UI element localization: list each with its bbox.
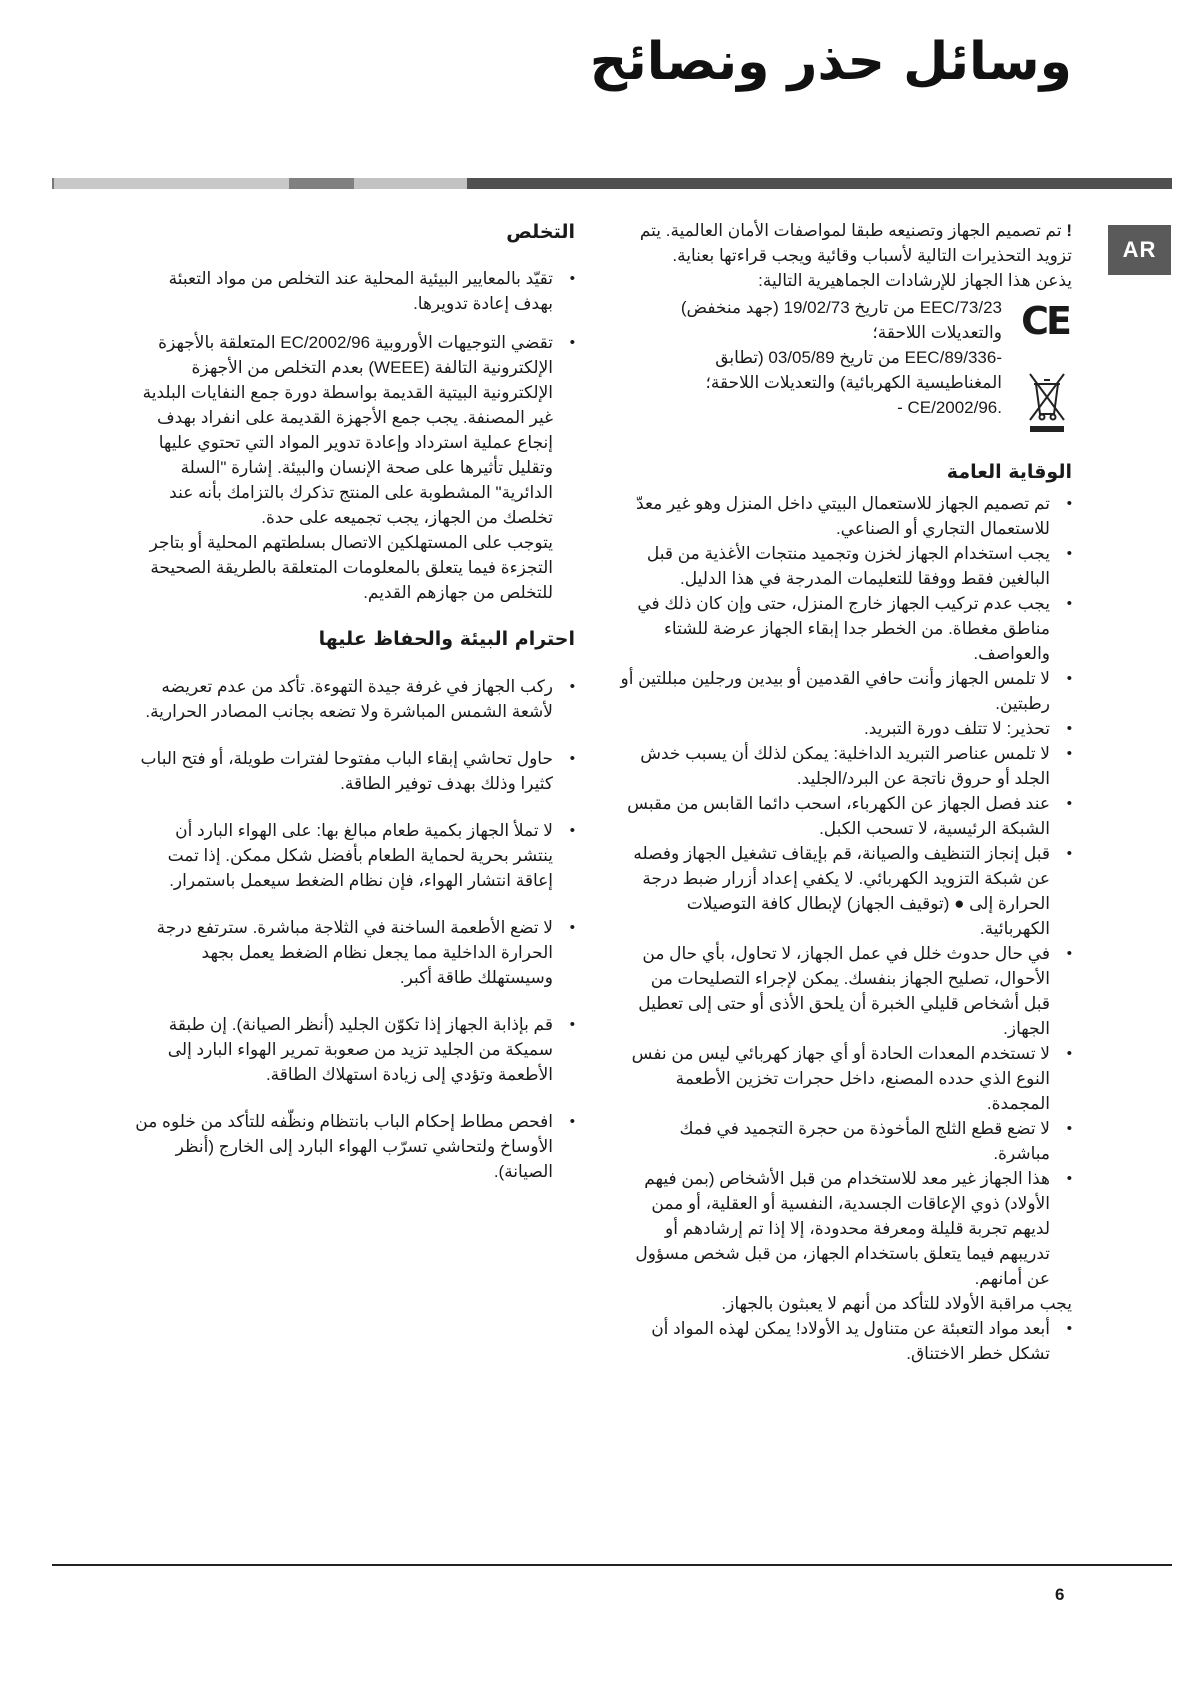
list-item: • لا تلمس الجهاز وأنت حافي القدمين أو بيدين ورجلين مبللتين أو رطبتين. [620, 666, 1072, 716]
list-item: • يجب استخدام الجهاز لخزن وتجميد منتجات الأغذية من قبل البالغين فقط ووفقا للتعليمات المدرجة في هذا الدليل. [620, 541, 1072, 591]
list-item: • في حال حدوث خلل في عمل الجهاز، لا تحاول، بأي حال من الأحوال، تصليح الجهاز بنفسك. يمكن لإجراء التصليحات من قبل أشخاص قليلي الخبرة أن يلحق الأذى أو حتى إلى تعطيل الجهاز. [620, 941, 1072, 1041]
compliance-line: -89/336/EEC من تاريخ 03/05/89 (تطابق [715, 348, 1002, 367]
section-heading: التخلص [506, 221, 575, 243]
compliance-line: 73/23/EEC من تاريخ 19/02/73 (جهد منخفض) [680, 298, 1002, 317]
compliance-line: والتعديلات اللاحقة؛ [872, 323, 1002, 342]
general-safety-list [620, 491, 1072, 1366]
header-bar-segment [52, 178, 291, 189]
list-item: • افحص مطاط إحكام الباب بانتظام ونظّفه للتأكد من خلوه من الأوساخ ولتحاشي تسرّب الهواء البارد إلى الخارج (أنظر الصيانة). [135, 1109, 575, 1184]
list-item: • لا تستخدم المعدات الحادة أو أي جهاز كهربائي ليس من نفس النوع الذي حدده المصنع، داخل حجرات تخزين الأطعمة المجمدة. [620, 1041, 1072, 1116]
list-item: • تحذير: لا تتلف دورة التبريد. [620, 716, 1072, 741]
compliance-line: المغناطيسية الكهربائية) والتعديلات اللاحقة؛ [705, 373, 1002, 392]
intro-paragraph [620, 218, 1072, 268]
footer-rule [52, 1564, 1172, 1566]
compliance-label: يذعن هذا الجهاز للإرشادات الجماهيرية التالية: [758, 271, 1072, 290]
section-heading: احترام البيئة والحفاظ عليها [318, 628, 575, 650]
compliance-lines [620, 295, 1072, 420]
disposal-note: يتوجب على المستهلكين الاتصال بسلطتهم المحلية أو بتاجر التجزءة فيما يتعلق بالمعلومات المتعلقة بالطريقة الصحيحة للتخلص من جهازهم القديم. [149, 533, 553, 602]
general-safety-section [620, 460, 1072, 1366]
left-column [135, 218, 575, 1206]
list-item [135, 330, 575, 605]
header-bar-segment [354, 178, 467, 189]
list-item: • ركب الجهاز في غرفة جيدة التهوءة. تأكد من عدم تعريضه لأشعة الشمس المباشرة ولا تضعه بجانب المصادر الحرارية. [135, 674, 575, 724]
section-heading: الوقاية العامة [946, 461, 1072, 483]
list-item: • يجب عدم تركيب الجهاز خارج المنزل، حتى وإن كان ذلك في مناطق مغطاة. من الخطر جدا إبقاء الجهاز عرضة للشتاء والعواصف. [620, 591, 1072, 666]
list-item: • أبعد مواد التعبئة عن متناول يد الأولاد! يمكن لهذه المواد أن تشكل خطر الاختناق. [620, 1316, 1072, 1366]
header-bar-segment [289, 178, 354, 189]
list-item: • هذا الجهاز غير معد للاستخدام من قبل الأشخاص (بمن فيهم الأولاد) ذوي الإعاقات الجسدية، النفسية أو العقلية، أو ممن لديهم تجربة قليلة ومعرفة محدودة، إلا إذا تم إرشادهم أو تدريبهم فيما يتعلق باستخدام الجهاز، من قبل شخص مسؤول عن أمانهم. [620, 1166, 1072, 1291]
page-title: وسائل حذر ونصائح [589, 32, 1072, 92]
list-item: • قم بإذابة الجهاز إذا تكوّن الجليد (أنظر الصيانة). إن طبقة سميكة من الجليد تزيد من صعوبة تمرير الهواء البارد إلى الأطعمة وتؤدي إلى زيادة استهلاك الطاقة. [135, 1012, 575, 1087]
right-column [620, 218, 1072, 1366]
header-bar-segment [467, 178, 1172, 189]
compliance-block [620, 295, 1072, 420]
list-item: • قبل إنجاز التنظيف والصيانة، قم بإيقاف تشغيل الجهاز وفصله عن شبكة التزويد الكهربائي. لا يكفي إعداد أزرار ضبط درجة الحرارة إلى ● (توقيف الجهاز) لإبطال كافة التوصيلات الكهربائية. [620, 841, 1072, 941]
list-item: • حاول تحاشي إبقاء الباب مفتوحا لفترات طويلة، أو فتح الباب كثيرا وذلك بهدف توفير الطاقة. [135, 746, 575, 796]
ce-mark-icon: CE [1021, 299, 1069, 343]
list-item: • لا تلمس عناصر التبريد الداخلية: يمكن لذلك أن يسبب خدش الجلد أو حروق ناتجة عن البرد/الجليد. [620, 741, 1072, 791]
weee-paragraph: تقضي التوجيهات الأوروبية 2002/96/EC المتعلقة بالأجهزة الإلكترونية التالفة (WEEE) بعدم التخلص من الأجهزة الإلكترونية البيتية القديمة بواسطة دورة جمع النفايات البلدية غير المصنفة. يجب جمع الأجهزة القديمة على انفراد بهدف إنجاع عملية استرداد وإعادة تدوير المواد التي تحتوي عليها وتقليل تأثيرها على صحة الإنسان والبيئة. إشارة "السلة الدائرية" المشطوبة على المنتج تذكرك بالتزامك بأنه عند تخلصك من الجهاز، يجب تجميعه على حدة. [142, 333, 553, 527]
language-badge: AR [1108, 225, 1171, 275]
header-color-bar [52, 178, 1172, 189]
list-item: • تم تصميم الجهاز للاستعمال البيتي داخل المنزل وهو غير معدّ للاستعمال التجاري أو الصناعي. [620, 491, 1072, 541]
list-item: • لا تملأ الجهاز بكمية طعام مبالغ بها: على الهواء البارد أن ينتشر بحرية لحماية الطعام بأفضل شكل ممكن. إذا تمت إعاقة انتشار الهواء، فإن نظام الضغط سيعمل باستمرار. [135, 818, 575, 893]
list-item: يجب مراقبة الأولاد للتأكد من أنهم لا يعبثون بالجهاز. [721, 1294, 1072, 1313]
disposal-list [135, 266, 575, 605]
list-item: • لا تضع الأطعمة الساخنة في الثلاجة مباشرة. سترتفع درجة الحرارة الداخلية مما يجعل نظام الضغط يعمل بجهد وسيستهلك طاقة أكبر. [135, 915, 575, 990]
intro-text: تم تصميم الجهاز وتصنيعه طبقا لمواصفات الأمان العالمية. يتم تزويد التحذيرات التالية لأسباب وقائية ويجب قراءتها بعناية. [639, 221, 1072, 265]
environment-list [135, 674, 575, 1184]
list-item: • تقيّد بالمعايير البيئية المحلية عند التخلص من مواد التعبئة بهدف إعادة تدويرها. [135, 266, 575, 316]
list-item: • عند فصل الجهاز عن الكهرباء، اسحب دائما القابس من مقبس الشبكة الرئيسية، لا تسحب الكبل. [620, 791, 1072, 841]
page-number: 6 [1055, 1585, 1065, 1604]
crossed-bin-icon [1026, 370, 1068, 436]
warning-mark: ! [1066, 221, 1072, 240]
list-item: • لا تضع قطع الثلج المأخوذة من حجرة التجميد في فمك مباشرة. [620, 1116, 1072, 1166]
compliance-line: .2002/96/CE - [897, 398, 1002, 417]
